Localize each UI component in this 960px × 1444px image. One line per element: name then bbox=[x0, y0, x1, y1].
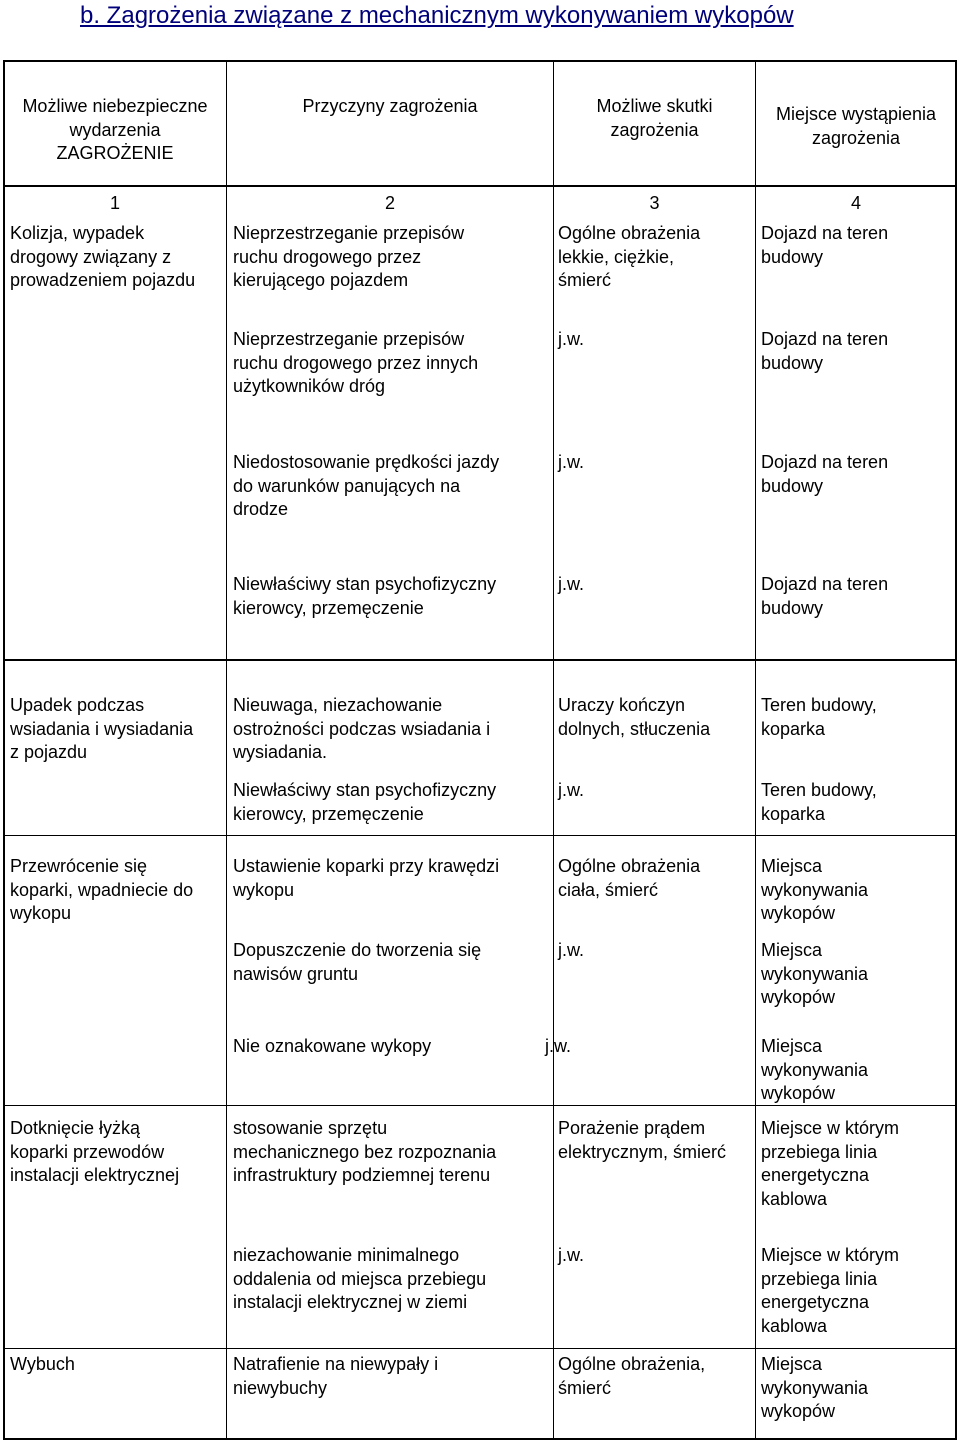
column-number: 1 bbox=[109, 193, 120, 213]
cell-cause: Nieprzestrzeganie przepisów ruchu drogowego przez kierującego pojazdem bbox=[233, 223, 465, 290]
cell-cause: Niewłaściwy stan psychofizyczny kierowcy, przemęczenie bbox=[233, 574, 497, 618]
column-number: 4 bbox=[850, 193, 861, 213]
cell-cause: Nieuwaga, niezachowanie ostrożności podczas wsiadania i wysiadania. bbox=[233, 695, 491, 762]
header-effects: Możliwe skutki zagrożenia bbox=[596, 96, 713, 140]
cell-effect: j.w. bbox=[558, 780, 585, 800]
header-location: Miejsce wystąpienia zagrożenia bbox=[775, 104, 937, 148]
cell-location: Dojazd na teren budowy bbox=[761, 223, 889, 267]
cell-location: Miejsca wykonywania wykopów bbox=[761, 1354, 869, 1421]
cell-cause: Niedostosowanie prędkości jazdy do warunków panujących na drodze bbox=[233, 452, 500, 519]
row-separator bbox=[4, 659, 956, 661]
cell-effect: j.w. bbox=[545, 1036, 572, 1056]
cell-location: Miejsca wykonywania wykopów bbox=[761, 1036, 869, 1103]
column-number: 2 bbox=[384, 193, 395, 213]
cell-effect: j.w. bbox=[558, 574, 585, 594]
cell-location: Teren budowy, koparka bbox=[761, 780, 877, 824]
cell-effect: Ogólne obrażenia lekkie, ciężkie, śmierć bbox=[558, 223, 701, 290]
cell-effect: j.w. bbox=[558, 940, 585, 960]
cell-event: Upadek podczas wsiadania i wysiadania z pojazdu bbox=[10, 695, 194, 762]
cell-cause: Ustawienie koparki przy krawędzi wykopu bbox=[233, 856, 500, 900]
cell-cause: Nie oznakowane wykopy bbox=[233, 1036, 432, 1056]
cell-cause: Nieprzestrzeganie przepisów ruchu drogowego przez innych użytkowników dróg bbox=[233, 329, 479, 396]
column-divider bbox=[553, 61, 554, 1439]
cell-location: Dojazd na teren budowy bbox=[761, 452, 889, 496]
cell-effect: j.w. bbox=[558, 452, 585, 472]
section-title: b. Zagrożenia związane z mechanicznym wykonywaniem wykopów bbox=[80, 2, 794, 29]
cell-location: Dojazd na teren budowy bbox=[761, 574, 889, 618]
row-separator bbox=[4, 1348, 956, 1349]
cell-event: Przewrócenie się koparki, wpadniecie do wykopu bbox=[10, 856, 194, 923]
cell-location: Miejsca wykonywania wykopów bbox=[761, 856, 869, 923]
cell-cause: Dopuszczenie do tworzenia się nawisów gruntu bbox=[233, 940, 482, 984]
cell-effect: Porażenie prądem elektrycznym, śmierć bbox=[558, 1118, 727, 1162]
header-events: Możliwe niebezpieczne wydarzenia ZAGROŻENIE bbox=[22, 96, 208, 163]
cell-event: Kolizja, wypadek drogowy związany z prowadzeniem pojazdu bbox=[10, 223, 196, 290]
cell-location: Miejsce w którym przebiega linia energetyczna kablowa bbox=[761, 1245, 900, 1336]
cell-cause: Niewłaściwy stan psychofizyczny kierowcy, przemęczenie bbox=[233, 780, 497, 824]
header-separator bbox=[4, 185, 956, 187]
cell-event: Wybuch bbox=[10, 1354, 75, 1374]
cell-effect: Ogólne obrażenia ciała, śmierć bbox=[558, 856, 701, 900]
cell-effect: Uraczy kończyn dolnych, stłuczenia bbox=[558, 695, 711, 739]
column-number: 3 bbox=[649, 193, 660, 213]
row-separator bbox=[4, 835, 956, 836]
cell-effect: j.w. bbox=[558, 329, 585, 349]
cell-location: Dojazd na teren budowy bbox=[761, 329, 889, 373]
cell-location: Miejsce w którym przebiega linia energetyczna kablowa bbox=[761, 1118, 900, 1209]
header-causes: Przyczyny zagrożenia bbox=[302, 96, 478, 116]
cell-cause: Natrafienie na niewypały i niewybuchy bbox=[233, 1354, 439, 1398]
cell-event: Dotknięcie łyżką koparki przewodów instalacji elektrycznej bbox=[10, 1118, 180, 1185]
cell-location: Miejsca wykonywania wykopów bbox=[761, 940, 869, 1007]
cell-cause: niezachowanie minimalnego oddalenia od miejsca przebiegu instalacji elektrycznej w ziemi bbox=[233, 1245, 487, 1312]
cell-effect: Ogólne obrażenia, śmierć bbox=[558, 1354, 706, 1398]
cell-location: Teren budowy, koparka bbox=[761, 695, 877, 739]
column-divider bbox=[755, 61, 756, 1439]
column-divider bbox=[226, 61, 227, 1439]
cell-cause: stosowanie sprzętu mechanicznego bez rozpoznania infrastruktury podziemnej terenu bbox=[233, 1118, 497, 1185]
cell-effect: j.w. bbox=[558, 1245, 585, 1265]
